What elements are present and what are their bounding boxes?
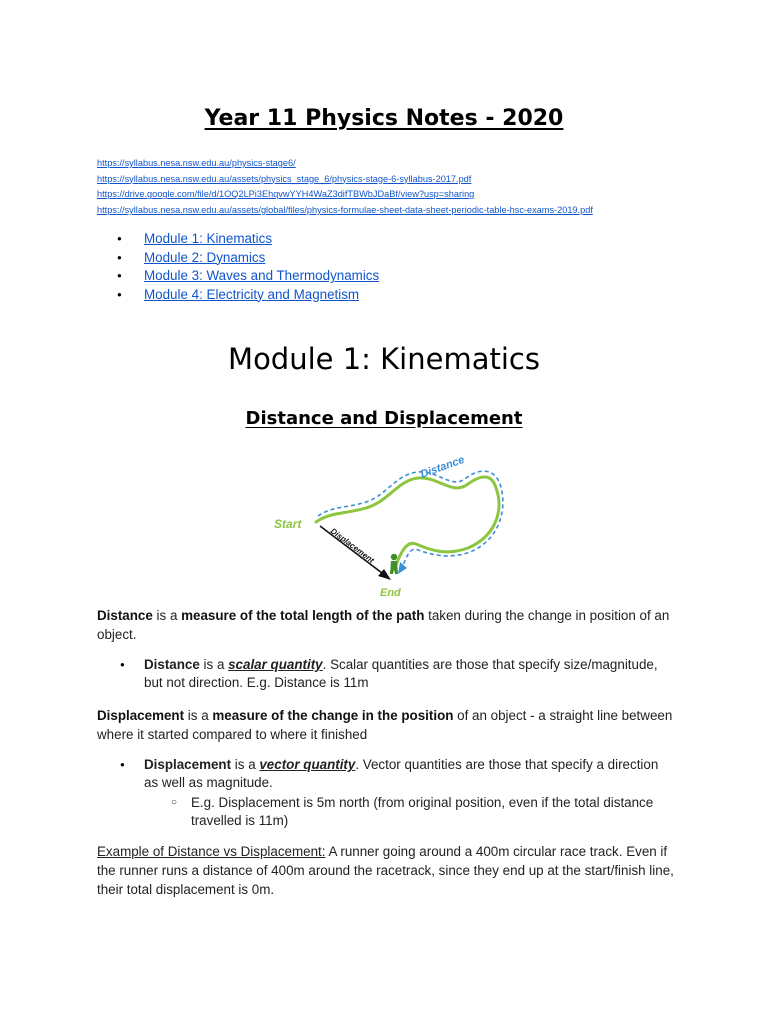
start-label: Start bbox=[274, 517, 302, 531]
toc-link-module-2[interactable]: Module 2: Dynamics bbox=[144, 249, 266, 265]
distance-arrowhead bbox=[398, 562, 407, 574]
reference-links bbox=[97, 156, 593, 218]
displacement-bullet bbox=[120, 756, 660, 792]
toc-link-module-4[interactable]: Module 4: Electricity and Magnetism bbox=[144, 286, 360, 302]
sub-bullet-circle: ○ bbox=[171, 797, 178, 808]
toc-item bbox=[97, 230, 379, 249]
example-paragraph bbox=[97, 842, 677, 899]
displacement-measure: measure of the change in the position bbox=[212, 708, 454, 723]
end-label: End bbox=[380, 587, 401, 599]
distance-bullet-term: Distance bbox=[144, 657, 200, 672]
displacement-bullet-rest: . Vector quantities are those that specify a direction as well as magnitude. bbox=[144, 757, 659, 790]
distance-rest: taken during the change in position of an object. bbox=[97, 608, 670, 642]
example-label: Example of Distance vs Displacement: bbox=[97, 844, 326, 859]
distance-trace bbox=[318, 471, 503, 568]
displacement-term: Displacement bbox=[97, 708, 185, 723]
displacement-bullet-term: Displacement bbox=[144, 757, 232, 772]
table-of-contents bbox=[97, 230, 379, 304]
section-heading: Distance and Displacement bbox=[245, 408, 523, 429]
distance-definition bbox=[97, 606, 677, 644]
displacement-is-a: is a bbox=[184, 708, 213, 723]
distance-bullet bbox=[120, 656, 660, 692]
link-syllabus-pdf[interactable]: https://syllabus.nesa.nsw.edu.au/assets/physics_stage_6/physics-stage-6-syllabus-2017.pdf bbox=[97, 173, 472, 184]
bullet-dot: ● bbox=[120, 760, 125, 769]
bullet-dot: ● bbox=[120, 660, 125, 669]
distance-is-a: is a bbox=[152, 608, 182, 623]
distance-measure: measure of the total length of the path bbox=[181, 608, 425, 623]
distance-bullet-is-a: is a bbox=[199, 657, 229, 672]
displacement-label: Displacement bbox=[328, 526, 376, 565]
scalar-quantity: scalar quantity bbox=[228, 657, 323, 672]
link-syllabus[interactable]: https://syllabus.nesa.nsw.edu.au/physics-stage6/ bbox=[97, 158, 296, 168]
example-text: A runner going around a 400m circular race track. Even if the runner runs a distance of 400m around the racetrack, since they end up at the start/finish line, their total displacement is 0m. bbox=[97, 844, 674, 897]
document-title: Year 11 Physics Notes - 2020 bbox=[204, 106, 564, 131]
vector-quantity: vector quantity bbox=[259, 757, 356, 772]
distance-displacement-diagram bbox=[268, 444, 508, 602]
toc-link-module-1[interactable]: Module 1: Kinematics bbox=[144, 231, 273, 246]
link-google-drive[interactable]: https://drive.google.com/file/d/1OQ2LPi3EhqvwYYH4WaZ3difTBWbJDaBf/view?usp=sharing bbox=[97, 189, 475, 200]
displacement-example: E.g. Displacement is 5m north (from original position, even if the total distance travelled is 11m) bbox=[191, 795, 654, 828]
toc-item bbox=[97, 267, 379, 286]
displacement-definition bbox=[97, 706, 677, 744]
module-heading: Module 1: Kinematics bbox=[228, 342, 540, 376]
toc-item bbox=[97, 286, 379, 305]
link-formulae-sheet[interactable]: https://syllabus.nesa.nsw.edu.au/assets/global/files/physics-formulae-sheet-data-sheet-periodic-table-hsc-exams-2019.pdf bbox=[97, 204, 593, 215]
distance-bullet-rest: . Scalar quantities are those that specify size/magnitude, but not direction. E.g. Distance is 11m bbox=[144, 657, 658, 690]
toc-link-module-3[interactable]: Module 3: Waves and Thermodynamics bbox=[144, 268, 380, 283]
toc-item bbox=[97, 249, 379, 268]
displacement-rest: of an object - a straight line between where it started compared to where it finished bbox=[97, 708, 673, 742]
distance-label: Distance bbox=[418, 453, 467, 481]
distance-term: Distance bbox=[97, 608, 153, 623]
displacement-bullet-is-a: is a bbox=[231, 757, 260, 772]
displacement-sub-bullet bbox=[171, 794, 671, 830]
